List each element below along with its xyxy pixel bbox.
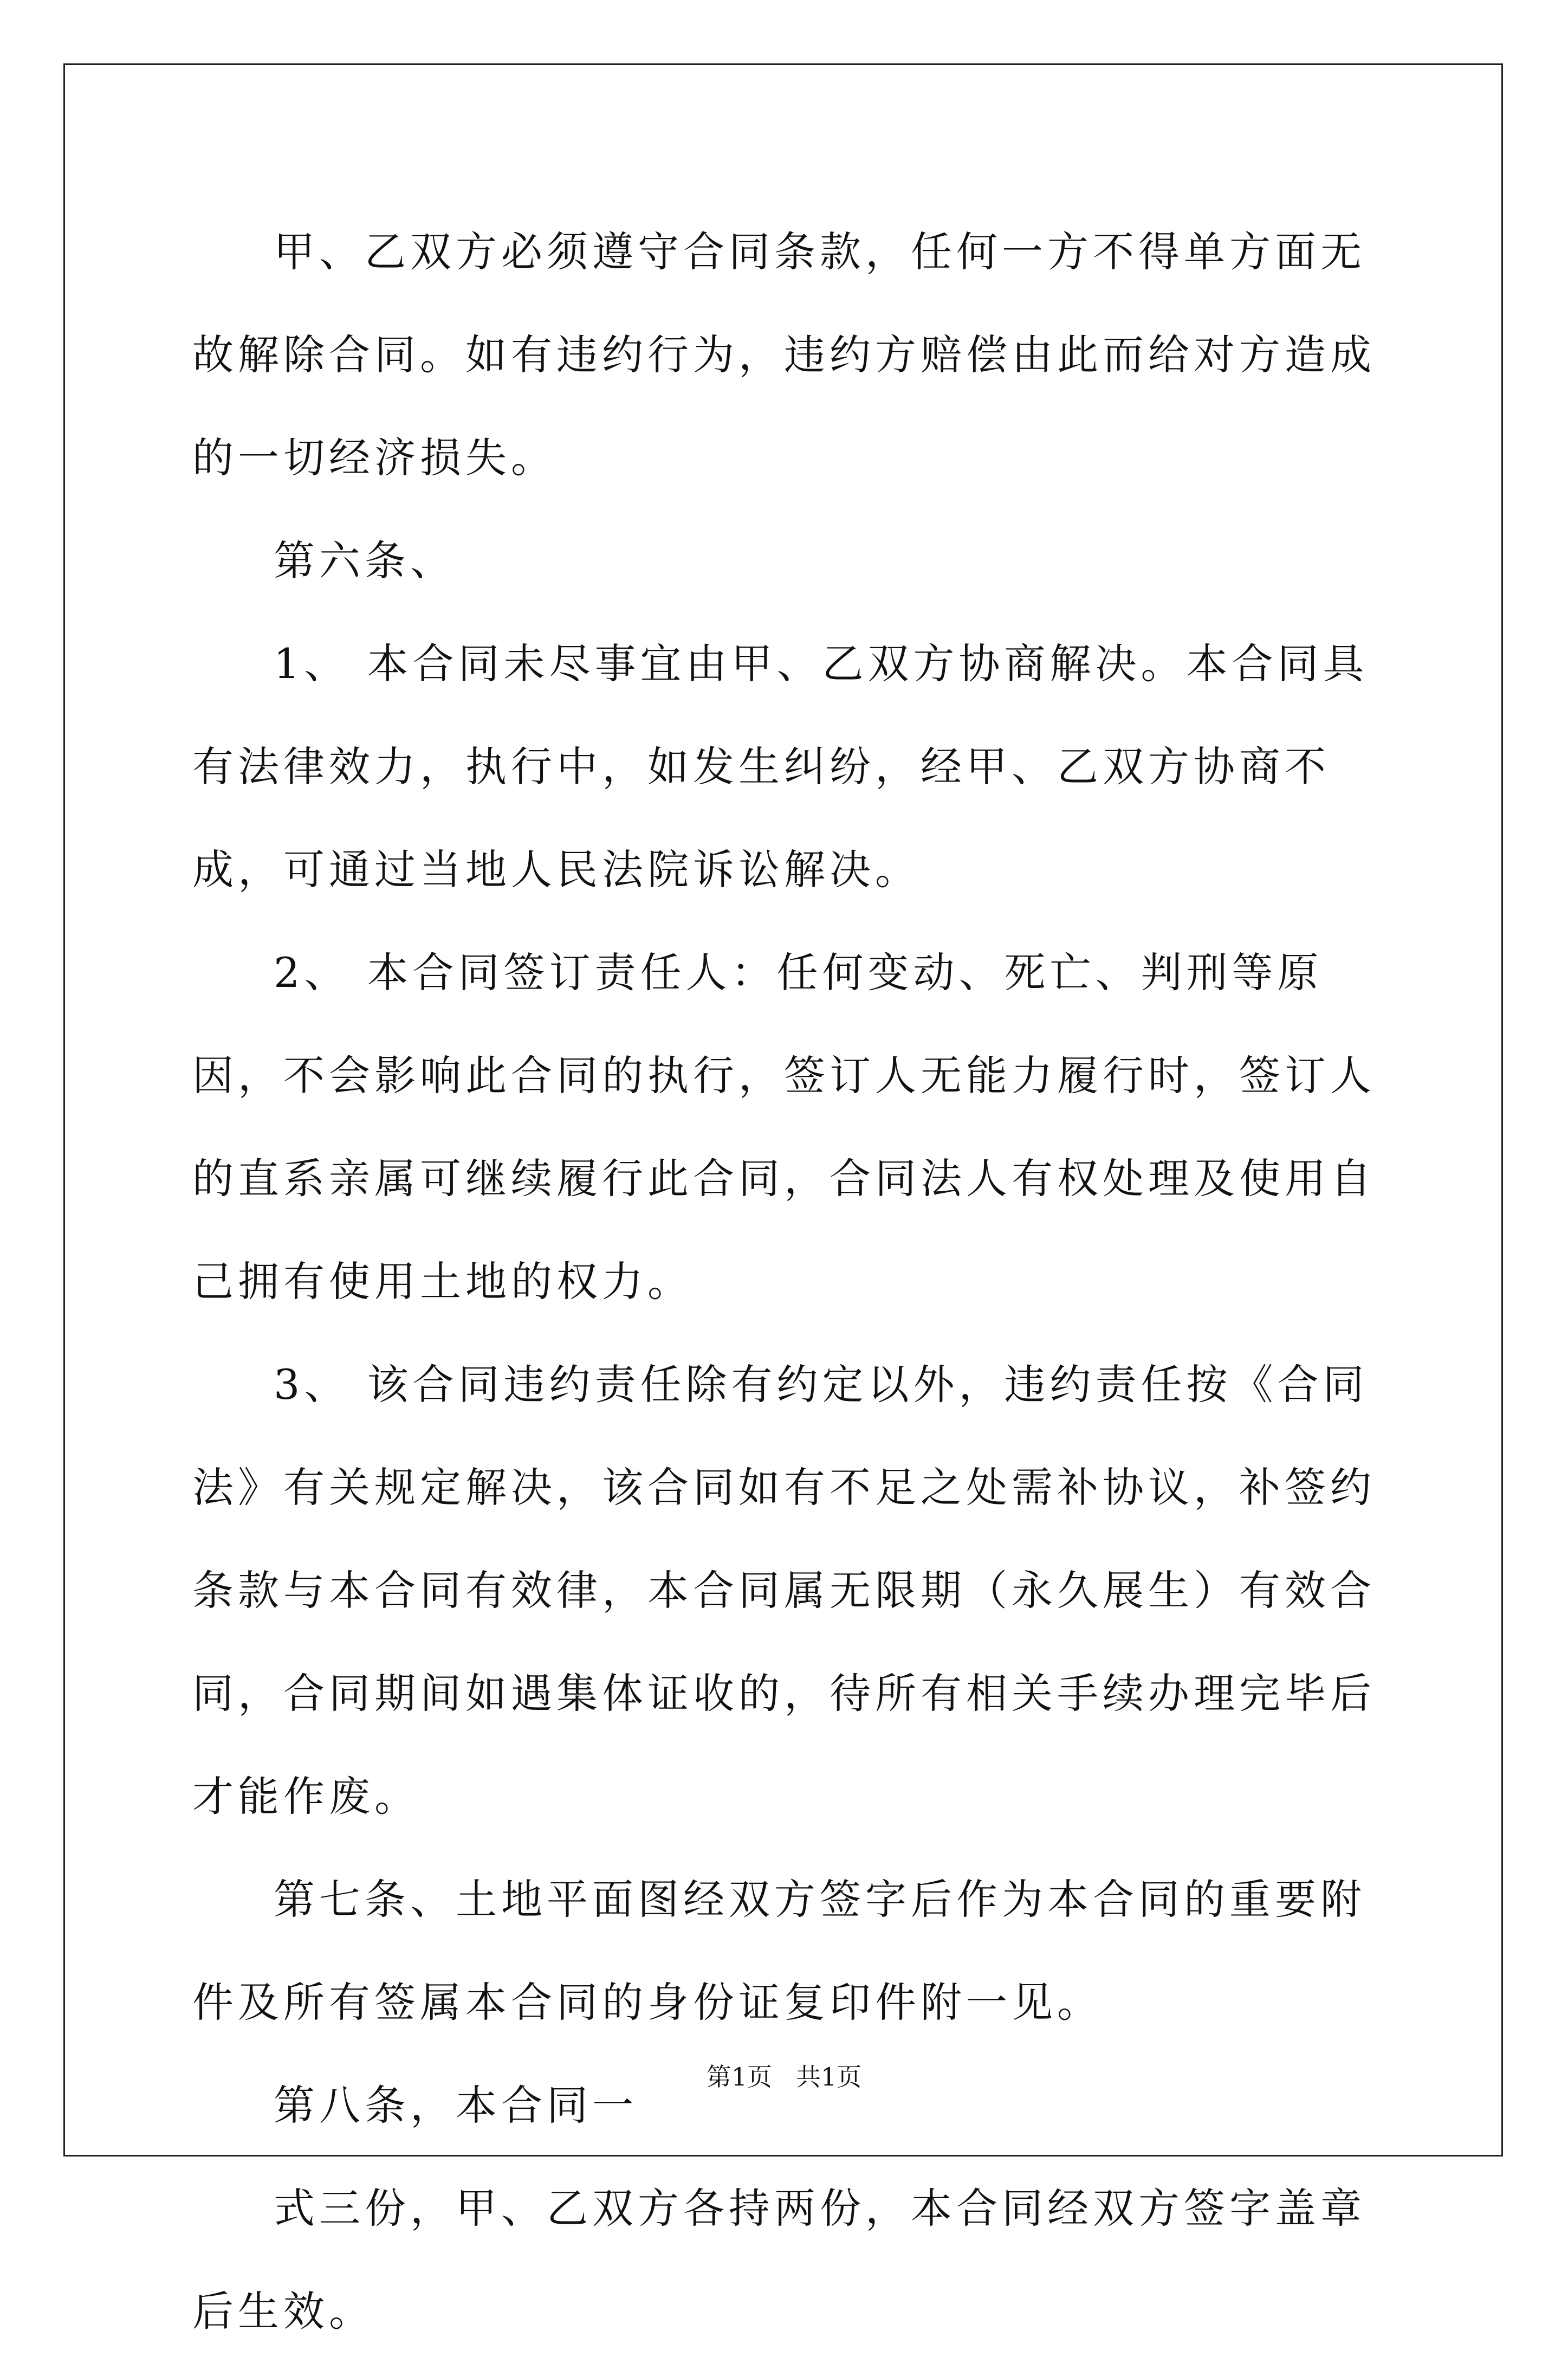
article-6-clause-2: 2、 本合同签订责任人：任何变动、死亡、判刑等原因，不会影响此合同的执行，签订人无能力履行时，签订人的直系亲属可继续履行此合同，合同法人有权处理及使用自己拥有使用土地的权力。 <box>192 948 1376 1306</box>
article-7: 第七条、土地平面图经双方签字后作为本合同的重要附件及所有签属本合同的身份证复印件附一见。 <box>192 1875 1366 2026</box>
paragraph-breach: 甲、乙双方必须遵守合同条款，任何一方不得单方面无故解除合同。如有违约行为，违约方赔偿由此而给对方造成的一切经济损失。 <box>192 228 1376 482</box>
article-6-heading: 第六条、 <box>274 537 456 585</box>
article-6-clause-3: 3、 该合同违约责任除有约定以外，违约责任按《合同法》有关规定解决，该合同如有不足之处需补协议，补签约条款与本合同有效律，本合同属无限期（永久展生）有效合同，合同期间如遇集体证收的，待所有相关手续办理完毕后才能作废。 <box>192 1360 1376 1820</box>
page-number-current: 第1页 <box>706 2062 773 2091</box>
page-number-total: 共1页 <box>795 2062 862 2091</box>
article-8-heading: 第八条，本合同一 <box>274 2081 638 2129</box>
article-8-body: 式三份，甲、乙双方各持两份，本合同经双方签字盖章后生效。 <box>192 2184 1366 2335</box>
article-6-clause-1: 1、 本合同未尽事宜由甲、乙双方协商解决。本合同具有法律效力，执行中，如发生纠纷，经甲、乙双方协商不成，可通过当地人民法院诉讼解决。 <box>192 640 1369 894</box>
page-footer <box>0 2057 1568 2093</box>
document-body <box>192 201 1379 2363</box>
